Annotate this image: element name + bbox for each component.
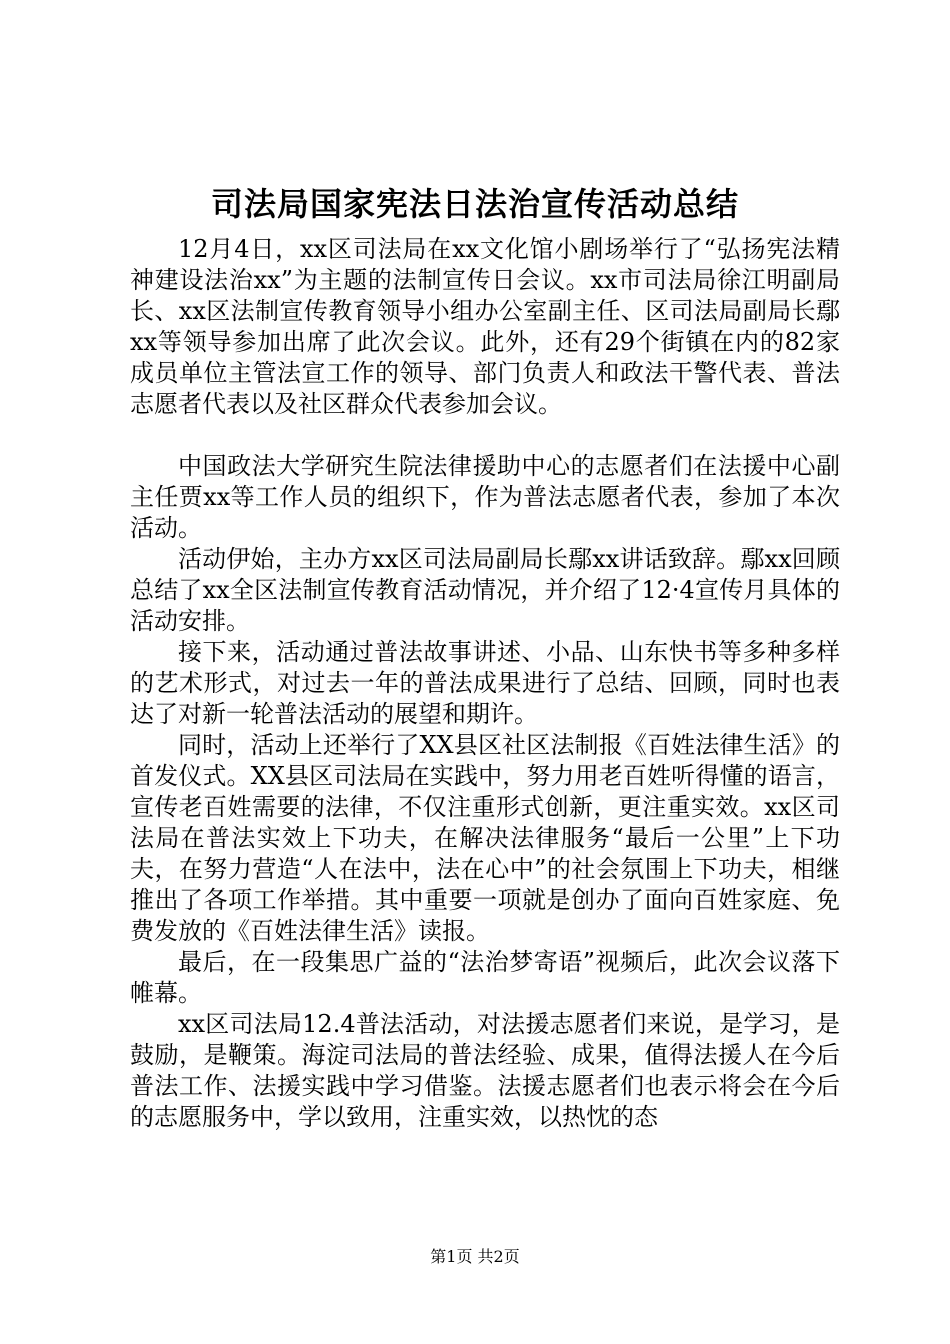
paragraph: xx区司法局12.4普法活动，对法援志愿者们来说，是学习，是鼓励，是鞭策。海淀司法局的普法经验、成果，值得法援人在今后普法工作、法援实践中学习借鉴。法援志愿者们也表示将会在今后的志愿服务中，学以致用，注重实效，以热忱的态 <box>130 1010 840 1131</box>
document-title: 司法局国家宪法日法治宣传活动总结 <box>210 185 739 223</box>
paragraph: 活动伊始，主办方xx区司法局副局长鄢xx讲话致辞。鄢xx回顾总结了xx全区法制宣传教育活动情况，并介绍了12·4宣传月具体的活动安排。 <box>130 545 840 635</box>
paragraph: 12月4日，xx区司法局在xx文化馆小剧场举行了“弘扬宪法精神建设法治xx”为主题的法制宣传日会议。xx市司法局徐江明副局长、xx区法制宣传教育领导小组办公室副主任、区司法局副局长鄢xx等领导参加出席了此次会议。此外，还有29个街镇在内的82家成员单位主管法宣工作的领导、部门负责人和政法干警代表、普法志愿者代表以及社区群众代表参加会议。 <box>130 235 840 418</box>
paragraph: 中国政法大学研究生院法律援助中心的志愿者们在法援中心副主任贾xx等工作人员的组织下，作为普法志愿者代表，参加了本次活动。 <box>130 452 840 542</box>
paragraph: 同时，活动上还举行了XX县区社区法制报《百姓法律生活》的首发仪式。XX县区司法局在实践中，努力用老百姓听得懂的语言，宣传老百姓需要的法律，不仅注重形式创新，更注重实效。xx区司法局在普法实效上下功夫，在解决法律服务“最后一公里”上下功夫，在努力营造“人在法中，法在心中”的社会氛围上下功夫，相继推出了各项工作举措。其中重要一项就是创办了面向百姓家庭、免费发放的《百姓法律生活》读报。 <box>130 731 840 945</box>
page-number-footer: 第1页 共2页 <box>430 1247 520 1266</box>
paragraph: 最后，在一段集思广益的“法治梦寄语”视频后，此次会议落下帷幕。 <box>130 948 840 1007</box>
paragraph: 接下来，活动通过普法故事讲述、小品、山东快书等多种多样的艺术形式，对过去一年的普法成果进行了总结、回顾，同时也表达了对新一轮普法活动的展望和期许。 <box>130 638 840 728</box>
document-body <box>130 234 840 1133</box>
